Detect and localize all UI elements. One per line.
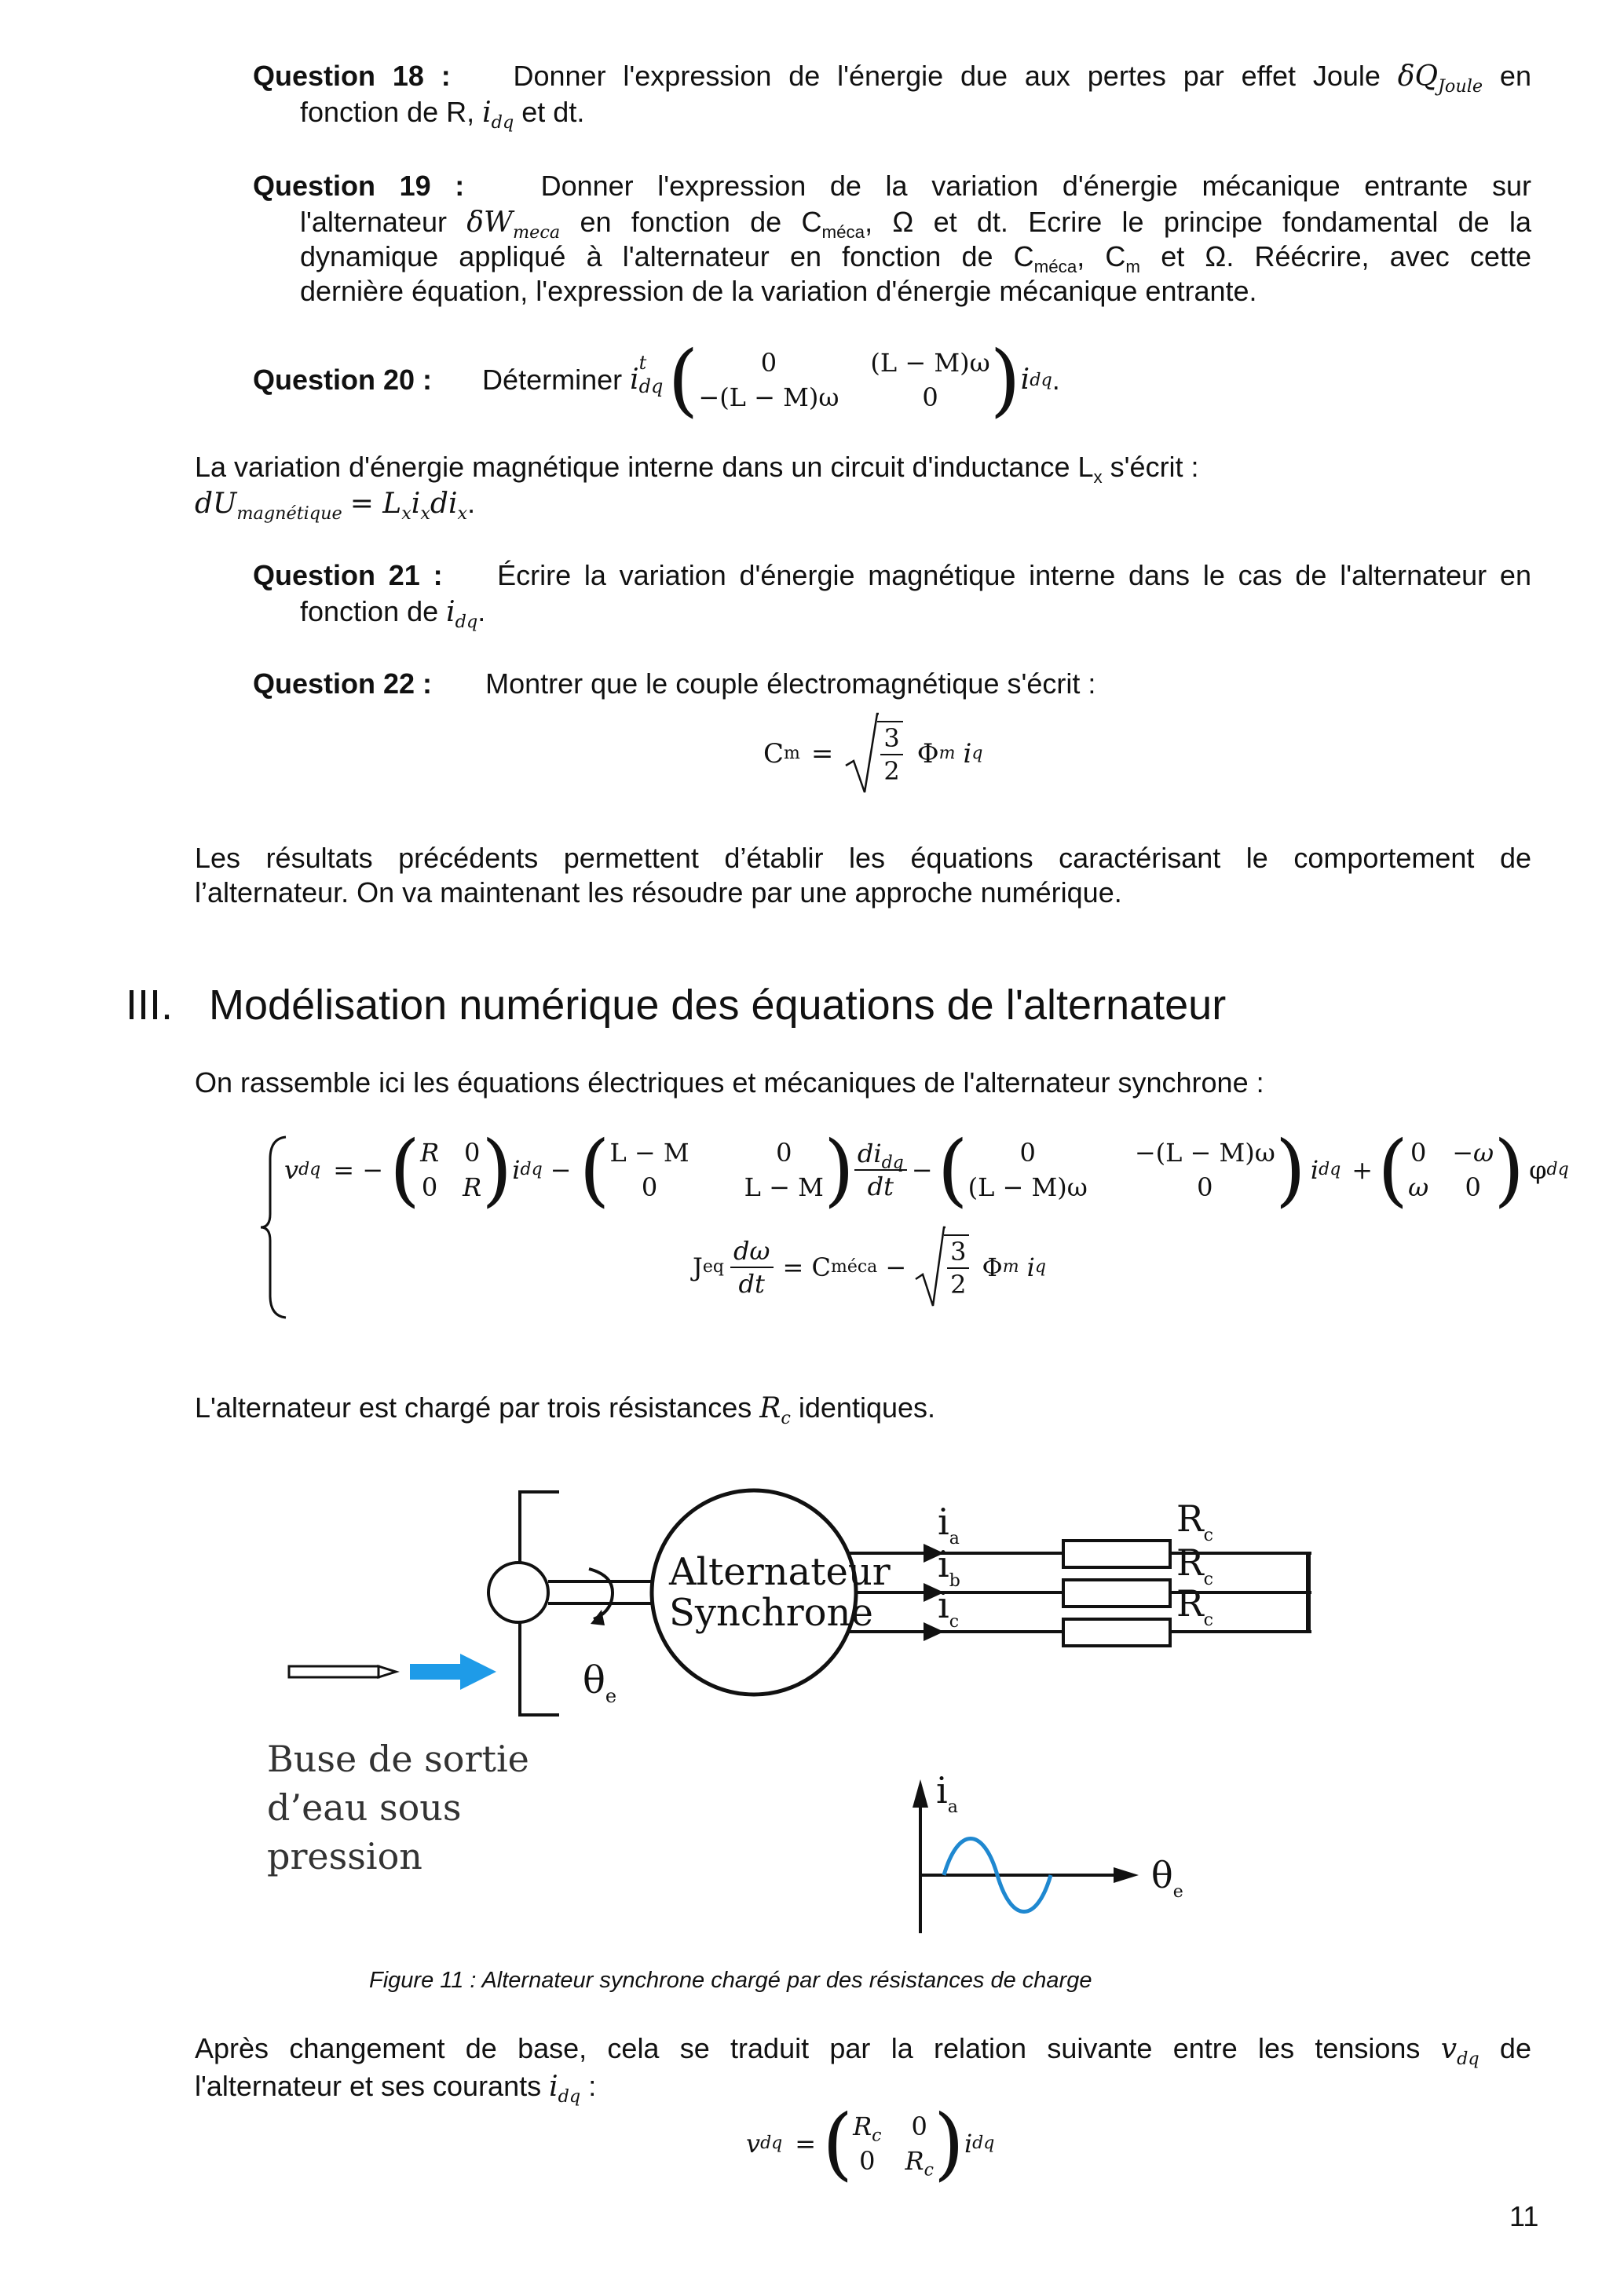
equation-du-magnetique: $dU_{magnétique} = L_xi_xdi_x$. [195,487,476,525]
paragraph-load: L'alternateur est chargé par trois résistances $R_c$ identiques. [195,1391,936,1429]
paragraph-energy-intro: La variation d'énergie magnétique interne dans un circuit d'inductance $L_x$ s'écrit : [195,451,1199,488]
question-19-line2: l'alternateur $\delta W_{meca}$ en fonction de $C_{méca}$, Ω et dt. Ecrire le principe fondamental de la [300,206,1531,243]
equation-electrical: v dq = − ( R 0 0 R ) i dq − ( L − M 0 0 L − M ) $\frac{di_{dq}}{dt}$ − ( 0 −(L − M)ω (L − M)ω 0 ) i dq + ( 0 −ω ω 0 ) φ dq [284,1124,1569,1216]
question-19: Question 19 : Donner l'expression de la variation d'énergie mécanique entrante sur [253,170,1531,202]
current-label-b: $i_b$ [938,1543,960,1591]
question-21: Question 21 : Écrire la variation d'énergie magnétique interne dans le cas de l'alternateur en [253,559,1531,591]
paragraph-base-change-line2: l'alternateur et ses courants $i_{dq}$ : [195,2070,597,2108]
question-label: Question 20 : [253,364,433,396]
question-label: Question 18 : [253,60,451,92]
question-19-line3: dynamique appliqué à l'alternateur en fonction de $C_{méca}$, $C_m$ et Ω. Réécrire, avec cette [300,240,1531,277]
current-label-c: $i_c$ [938,1584,960,1632]
question-18: Question 18 : Donner l'expression de l'énergie due aux pertes par effet Joule $\delta Q_{Joule}$ en [253,60,1531,97]
nozzle-label-2: d’eau sous [267,1786,462,1829]
question-label: Question 21 : [253,559,443,591]
question-19-line4: dernière équation, l'expression de la variation d'énergie mécanique entrante. [300,275,1257,307]
figure-caption: Figure 11 : Alternateur synchrone chargé par des résistances de charge [369,1968,1092,1993]
paragraph-equations-intro: On rassemble ici les équations électriques et mécaniques de l'alternateur synchrone : [195,1066,1264,1099]
equation-mechanical: J eq $\frac{d\omega}{dt}$ = C méca − $\frac{3}{2}$ Φ m i q [693,1220,1046,1314]
equation-couple: C m = $\frac{3}{2}$ Φ m i q [763,707,982,801]
question-21-line2: fonction de $i_{dq}$. [300,595,486,633]
question-label: Question 19 : [253,170,465,202]
page-number: 11 [1509,2200,1539,2232]
question-18-line2: fonction de R, $i_{dq}$ et dt. [300,96,585,133]
question-22: Question 22 : Montrer que le couple électromagnétique s'écrit : [253,667,1096,700]
sqrt-sign [844,711,879,797]
nozzle-label-3: pression [267,1835,422,1877]
graph-ia-label: $i_a$ [936,1769,958,1817]
alternator-label-2: Synchrone [669,1591,873,1635]
rotor-circle [488,1563,548,1622]
matrix-q20: 0 (L − M)ω −(L − M)ω 0 [698,348,990,412]
current-label-a: $i_a$ [938,1501,960,1548]
question-20: Question 20 : Déterminer i t dq ( 0 (L − M)ω −(L − M)ω 0 ) i dq . [253,334,1060,426]
resistor-label-c: $R_c$ [1176,1582,1213,1630]
resistor-c [1063,1619,1170,1646]
paragraph-base-change: Après changement de base, cela se traduit par la relation suivante entre les tensions $v_{dq}$ de [195,2032,1531,2070]
resistor-label-a: $R_c$ [1176,1497,1213,1545]
resistor-label-b: $R_c$ [1176,1541,1213,1589]
graph-theta-label: $\theta_e$ [1151,1854,1183,1902]
alternator-label-1: Alternateur [669,1550,891,1594]
paragraph-results: Les résultats précédents permettent d’établir les équations caractérisant le comportement de [195,842,1531,874]
equation-load: v dq = ( $R_c$ 0 0 $R_c$ ) i dq [746,2097,995,2189]
water-jet-arrow [410,1664,462,1680]
resistor-a [1063,1541,1170,1567]
paragraph-results-line2: l’alternateur. On va maintenant les résoudre par une approche numérique. [195,876,1122,909]
question-label: Question 22 : [253,667,433,700]
sqrt-sign [914,1224,946,1311]
section-heading: III. Modélisation numérique des équations de l'alternateur [126,982,1227,1029]
section-title: Modélisation numérique des équations de l'alternateur [209,982,1227,1029]
nozzle-label-1: Buse de sortie [267,1738,529,1780]
figure-alternateur [267,1450,1319,1952]
nozzle [289,1666,379,1677]
theta-e-label: $\theta_e$ [583,1658,617,1707]
resistor-b [1063,1580,1170,1607]
